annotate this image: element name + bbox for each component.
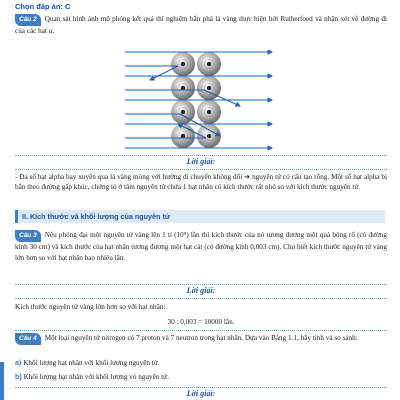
- question-3-solution-text: Kích thước nguyên tử vàng lớn hơn so với hạt nhân:: [15, 303, 166, 311]
- question-3-formula: 30 : 0,003 = 10000 lần.: [167, 318, 235, 326]
- question-2-solution-title: Lời giải:: [186, 157, 216, 166]
- option-b-text: Khối lượng hạt nhân với khối lượng vỏ nguyên tử.: [23, 373, 169, 381]
- option-a-label: a): [15, 358, 22, 367]
- question-3-text: Nếu phóng đại một nguyên tử vàng lên 1 tỉ (10⁹) lần thì kích thước của nó tương đương một quả bóng rổ (có đường kính 30 cm) và kích thước của hạt nhân tương đương một hạt cát (có đường kính 0,003 cm). Cho biết kích thước nguyên tử vàng lớn hơn so với hạt nhân bao nhiêu lần.: [15, 231, 387, 262]
- question-3-label: Câu 3: [15, 230, 41, 242]
- question-2-solution-divider: [15, 155, 387, 156]
- question-3-solution-divider: [15, 284, 387, 285]
- question-2-solution-text: - Đa số hạt alpha bay xuyên qua lá vàng mỏng với hướng di chuyển không đổi ➔ nguyên tử có cấu tạo rỗng. Một số hạt alpha bị bắn theo đường gấp khúc, chứng tỏ ở tâm nguyên tử chứa 1 hạt nhân có kích thước rất nhỏ so với kích thước nguyên tử.: [15, 173, 387, 192]
- answer-heading: Chọn đáp án: C: [15, 2, 71, 11]
- page-side-bar: [0, 362, 4, 400]
- solution-divider: [15, 298, 387, 299]
- question-4-solution-title: Lời giải:: [186, 389, 216, 398]
- solution-divider: [15, 387, 387, 388]
- question-4: [15, 333, 387, 345]
- question-3: [15, 230, 387, 263]
- solution-divider: [15, 330, 387, 331]
- solution-divider: [15, 169, 387, 170]
- question-2: [15, 14, 387, 37]
- question-3-solution-title: Lời giải:: [186, 286, 216, 295]
- section-heading: II. Kích thước và khối lượng của nguyên tử: [15, 210, 385, 223]
- option-a-text: Khối lượng hạt nhân với khối lượng nguyên tử.: [23, 359, 160, 367]
- rutherford-experiment-figure: [120, 50, 280, 152]
- question-4-text: Một loại nguyên tử nitrogen có 7 proton và 7 neutron trong hạt nhân. Dựa vào Bảng 1.1, hãy tính và so sánh:: [44, 334, 358, 342]
- question-2-label: Câu 2: [15, 14, 41, 26]
- option-b-label: b): [15, 372, 22, 381]
- question-4-label: Câu 4: [15, 333, 41, 345]
- question-4-option-b: [15, 372, 387, 382]
- question-4-option-a: [15, 358, 387, 368]
- question-2-text: Quan sát hình ảnh mô phỏng kết quả thí nghiệm bắn phá lá vàng thực hiện bởi Rutherfoed và nhận xét về đường đi của các hạt α.: [15, 15, 387, 36]
